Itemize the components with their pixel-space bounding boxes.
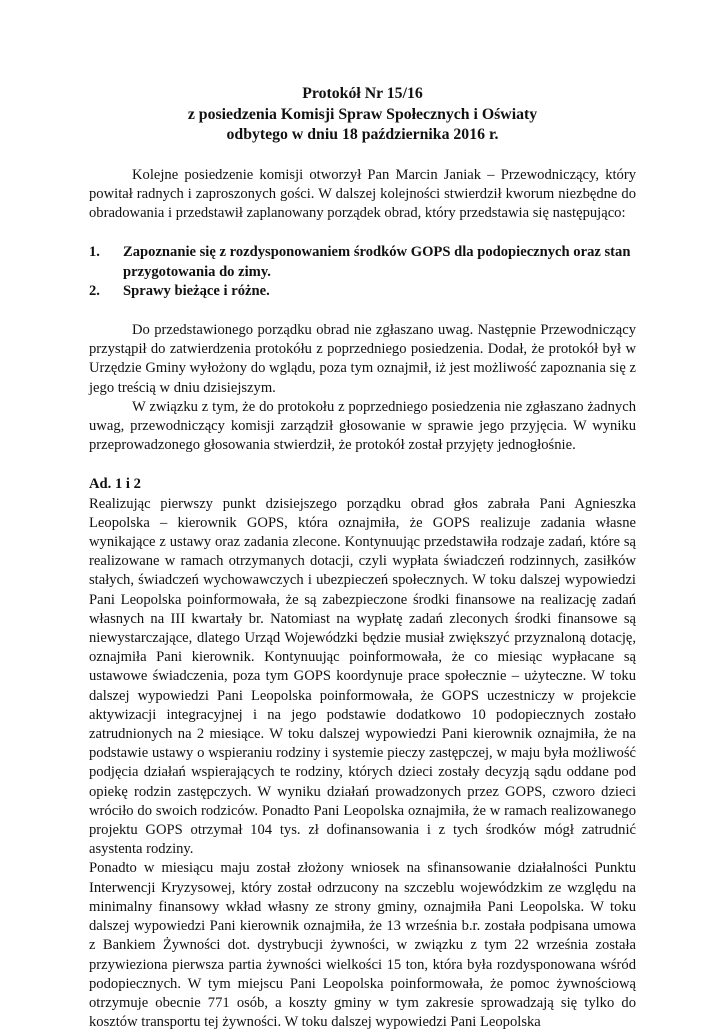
- agenda-item: [89, 243, 636, 281]
- agenda-item: [89, 282, 636, 301]
- section-paragraph: Realizując pierwszy punkt dzisiejszego porządku obrad głos zabrała Pani Agnieszka Leopolska – kierownik GOPS, która oznajmiła, że GOPS realizuje zadania własne wynikające z ustawy oraz zadania zlecone. Kontynuując przedstawiła rodzaje zadań, które są realizowane w ramach otrzymanych dotacji, czyli wypłata świadczeń rodzinnych, zasiłków stałych, świadczeń wychowawczych i ubezpieczeń społecznych. W toku dalszej wypowiedzi Pani Leopolska poinformowała, że są zabezpieczone środki finansowe na realizację zadań własnych na III kwartały br. Natomiast na wypłatę zadań zleconych środki finansowe są niewystarczające, dlatego Urząd Wojewódzki będzie musiał zwiększyć przyznaloną dotację, oznajmiła Pani kierownik. Kontynuując poinformowała, że co miesiąc wypłacane są ustawowe świadczenia, poza tym GOPS koordynuje prace społecznie – użyteczne. W toku dalszej wypowiedzi Pani Leopolska poinformowała, że GOPS uczestniczy w projekcie aktywizacji integracyjnej i na jego podstawie dodatkowo 10 podopiecznych zostało zatrudnionych na 2 miesiące. W toku dalszej wypowiedzi Pani kierownik oznajmiła, że na podstawie ustawy o wspieraniu rodziny i systemie pieczy zastępczej, w maju była możliwość podjęcia działań wspierających te rodziny, których dzieci zostały decyzją sądu oddane pod opiekę rodzin zastępczych. W wyniku działań prowadzonych przez GOPS, czworo dzieci wróciło do swoich rodziców. Ponadto Pani Leopolska oznajmiła, że w ramach realizowanego projektu GOPS otrzymał 104 tys. zł dofinansowania i z tych środków mógł zatrudnić asystenta rodziny.: [89, 495, 636, 858]
- document-title: [89, 84, 636, 146]
- protocol-approval-paragraph: Do przedstawionego porządku obrad nie zgłaszano uwag. Następnie Przewodniczący przystąpił do zatwierdzenia protokółu z poprzedniego posiedzenia. Dodał, że protokół był w Urzędzie Gminy wyłożony do wglądu, poza tym oznajmił, iż jest możliwość zapoznania się z jego treścią w dniu dzisiejszym.: [89, 322, 636, 396]
- agenda-item-number: 1.: [89, 244, 100, 261]
- agenda-item-text: Sprawy bieżące i różne.: [123, 282, 270, 299]
- agenda-item-text: Zapoznanie się z rozdysponowaniem środków GOPS dla podopiecznych oraz stan przygotowania do zimy.: [123, 244, 631, 280]
- section-paragraph: Ponadto w miesiącu maju został złożony wniosek na sfinansowanie działalności Punktu Interwencji Kryzysowej, który został odrzucony na szczeblu wojewódzkim ze względu na minimalny finansowy wkład własny ze strony gminy, oznajmiła Pani Leopolska. W toku dalszej wypowiedzi Pani kierownik oznajmiła, że 13 września b.r. została podpisana umowa z Bankiem Żywności dot. dystrybucji żywności, w związku z tym 22 września została przywieziona pierwsza partia żywności wielkości 15 ton, która była rozdysponowana wśród podopiecznych. W tym miejscu Pani Leopolska poinformowała, że pomoc żywnościową otrzymuje obecnie 771 osób, a koszty gminy w tym zakresie sprowadzają się tylko do kosztów transportu tej żywności. W toku dalszej wypowiedzi Pani Leopolska: [89, 860, 636, 1031]
- intro-paragraph: Kolejne posiedzenie komisji otworzył Pan Marcin Janiak – Przewodniczący, który powitał radnych i zaproszonych gości. W dalszej kolejności stwierdził kworum niezbędne do obradowania i przedstawił zaplanowany porządek obrad, który przedstawia się następująco:: [89, 166, 636, 222]
- voting-paragraph: W związku z tym, że do protokołu z poprzedniego posiedzenia nie zgłaszano żadnych uwag, przewodniczący komisji zarządził głosowanie w sprawie jego przyjęcia. W wyniku przeprowadzonego głosowania stwierdził, że protokół został przyjęty jednogłośnie.: [89, 398, 636, 454]
- title-line-committee: z posiedzenia Komisji Spraw Społecznych i Oświaty: [187, 105, 538, 123]
- agenda-item-number: 2.: [89, 282, 100, 299]
- title-line-protocol-number: Protokół Nr 15/16: [302, 85, 423, 102]
- agenda-list: [89, 243, 636, 301]
- section-heading: Ad. 1 i 2: [89, 476, 141, 493]
- title-line-date: odbytego w dniu 18 października 2016 r.: [226, 126, 499, 144]
